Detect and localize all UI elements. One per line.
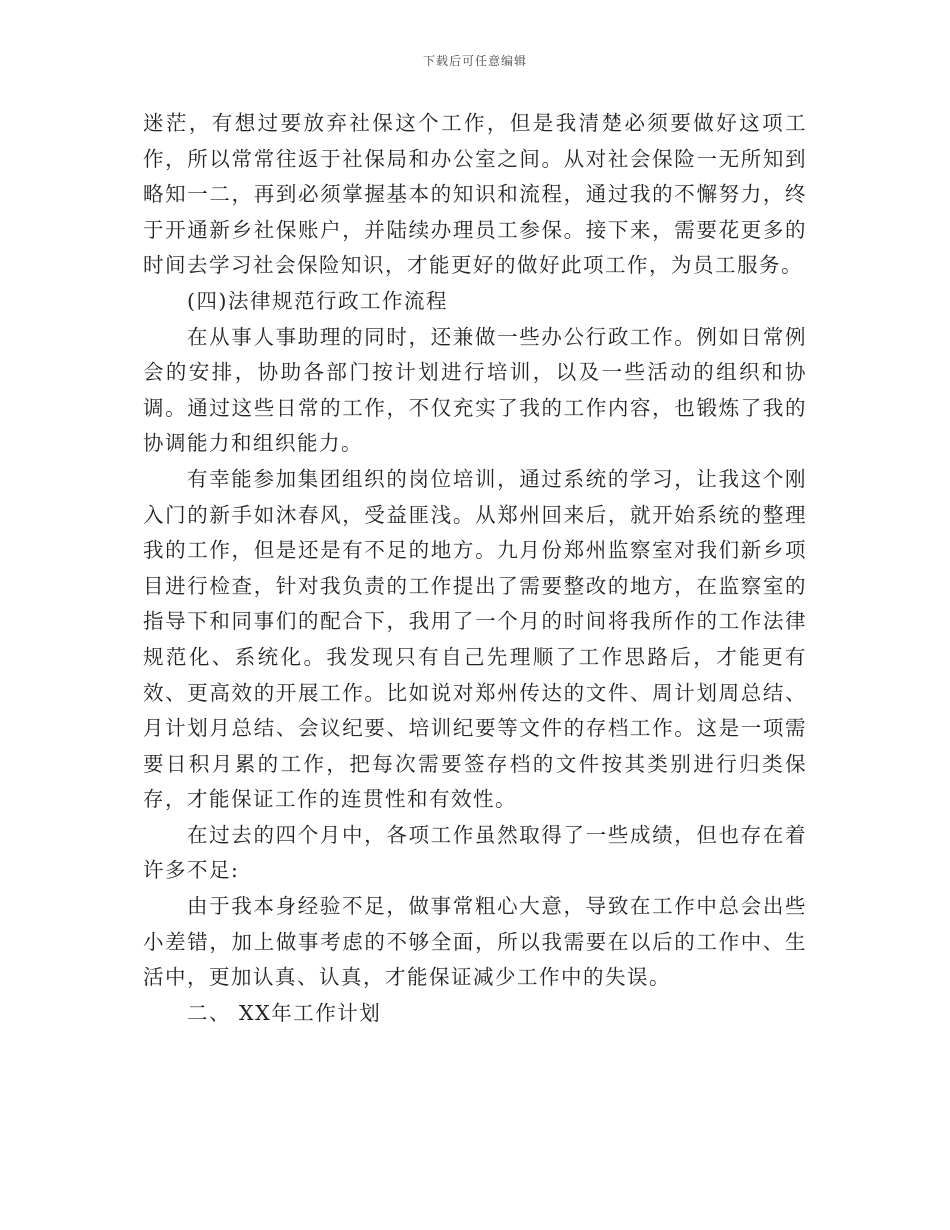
paragraph-improvement: 由于我本身经验不足，做事常粗心大意，导致在工作中总会出些小差错，加上做事考虑的不够全面，所以我需要在以后的工作中、生活中，更加认真、认真，才能保证减少工作中的失误。 (143, 894, 807, 990)
document-body (143, 106, 807, 1031)
section-heading-four: (四)法律规范行政工作流程 (187, 288, 448, 313)
paragraph-training: 有幸能参加集团组织的岗位培训，通过系统的学习，让我这个刚入门的新手如沐春风，受益匪浅。从郑州回来后，就开始系统的整理我的工作，但是还是有不足的地方。九月份郑州监察室对我们新乡项目进行检查，针对我负责的工作提出了需要整改的地方，在监察室的指导下和同事们的配合下，我用了一个月的时间将我所作的工作法律规范化、系统化。我发现只有自己先理顺了工作思路后，才能更有效、更高效的开展工作。比如说对郑州传达的文件、周计划周总结、月计划月总结、会议纪要、培训纪要等文件的存档工作。这是一项需要日积月累的工作，把每次需要签存档的文件按其类别进行归类保存，才能保证工作的连贯性和有效性。 (143, 466, 807, 812)
page-header: 下载后可任意编辑 (422, 54, 527, 68)
section-heading-plan: 二、 XX年工作计划 (187, 1000, 382, 1025)
paragraph-shortcomings: 在过去的四个月中，各项工作虽然取得了一些成绩，但也存在着许多不足: (143, 822, 807, 883)
paragraph-admin-work: 在从事人事助理的同时，还兼做一些办公行政工作。例如日常例会的安排，协助各部门按计划进行培训，以及一些活动的组织和协调。通过这些日常的工作，不仅充实了我的工作内容，也锻炼了我的协调能力和组织能力。 (143, 324, 807, 456)
paragraph-continued: 迷茫，有想过要放弃社保这个工作，但是我清楚必须要做好这项工作，所以常常往返于社保局和办公室之间。从对社会保险一无所知到略知一二，再到必须掌握基本的知识和流程，通过我的不懈努力，终于开通新乡社保账户，并陆续办理员工参保。接下来，需要花更多的时间去学习社会保险知识，才能更好的做好此项工作，为员工服务。 (143, 111, 807, 278)
